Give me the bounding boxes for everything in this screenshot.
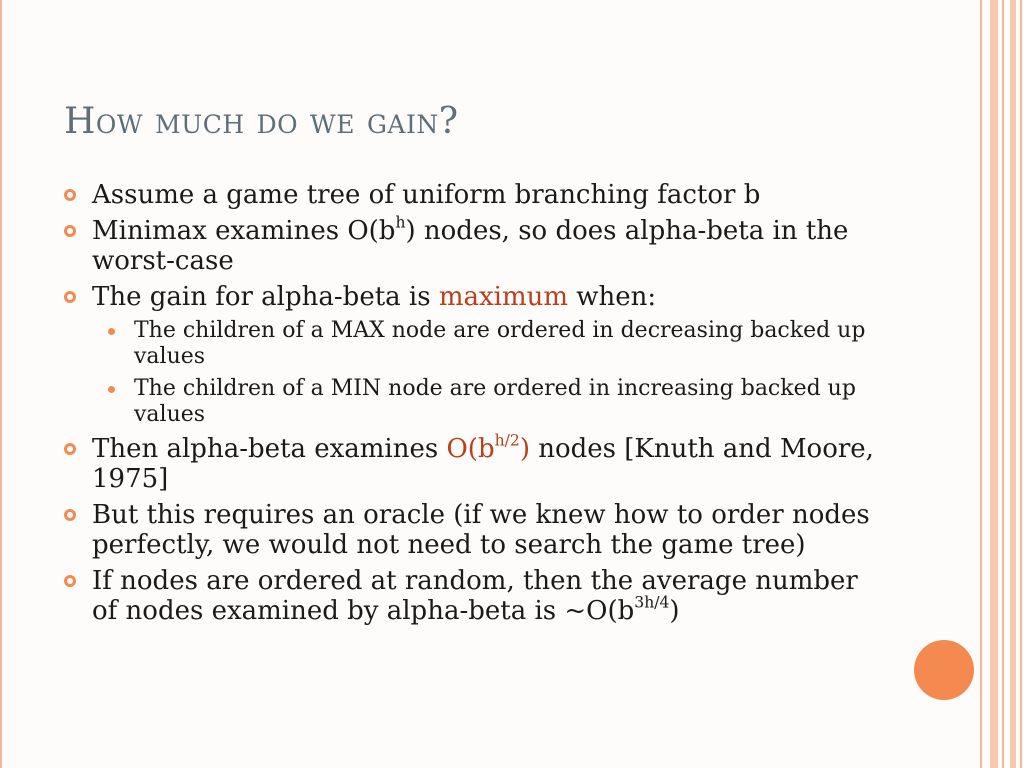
subbullet-text: The children of a MIN node are ordered in increasing backed up values — [134, 376, 856, 427]
bullet-item — [64, 566, 884, 626]
slide-title: How much do we gain? — [64, 101, 459, 142]
bullet-text-pre: The gain for alpha-beta is — [92, 282, 439, 312]
bullet-superscript: h — [395, 213, 406, 232]
subbullet-text: The children of a MAX node are ordered in decreasing backed up values — [134, 318, 866, 369]
bullet-circle-icon — [64, 189, 76, 201]
subbullet-dot-icon — [108, 328, 115, 335]
bullet-text-post: ) nodes, so does alpha-beta in the worst-case — [92, 216, 849, 276]
bullet-text: Assume a game tree of uniform branching factor b — [92, 180, 761, 210]
bullet-item — [64, 180, 884, 210]
bullet-item — [64, 282, 884, 312]
bullet-text-post: when: — [568, 282, 657, 312]
right-stripes-decoration — [980, 0, 1024, 768]
bullet-text: But this requires an oracle (if we knew how to order nodes perfectly, we would not need to search the game tree) — [92, 500, 870, 560]
highlight-post: ) — [519, 434, 530, 464]
bullet-highlight — [446, 431, 530, 464]
bullet-text-pre: Minimax examines O(b — [92, 216, 396, 246]
bullet-circle-icon — [64, 291, 76, 303]
left-border-decoration — [0, 0, 2, 768]
subbullet-item — [64, 318, 884, 370]
bullet-item — [64, 500, 884, 560]
bullet-circle-icon — [64, 443, 76, 455]
highlight-pre: O(b — [446, 434, 495, 464]
bullet-circle-icon — [64, 225, 76, 237]
bullet-item — [64, 213, 884, 276]
bullet-superscript: h/2 — [494, 431, 520, 450]
bullet-circle-icon — [64, 575, 76, 587]
orange-circle-decoration — [914, 640, 974, 700]
bullet-superscript: 3h/4 — [634, 593, 670, 612]
slide-body — [64, 180, 884, 632]
bullet-item — [64, 431, 884, 494]
bullet-text-post: nodes [Knuth and Moore, 1975] — [92, 434, 874, 494]
bullet-text-pre: Then alpha-beta examines — [92, 434, 447, 464]
bullet-circle-icon — [64, 509, 76, 521]
subbullet-dot-icon — [108, 386, 115, 393]
bullet-text-pre: If nodes are ordered at random, then the average number of nodes examined by alpha-beta is ~O(b — [92, 566, 858, 626]
bullet-text-post: ) — [669, 596, 680, 626]
subbullet-item — [64, 376, 884, 428]
bullet-highlight: maximum — [438, 282, 569, 312]
